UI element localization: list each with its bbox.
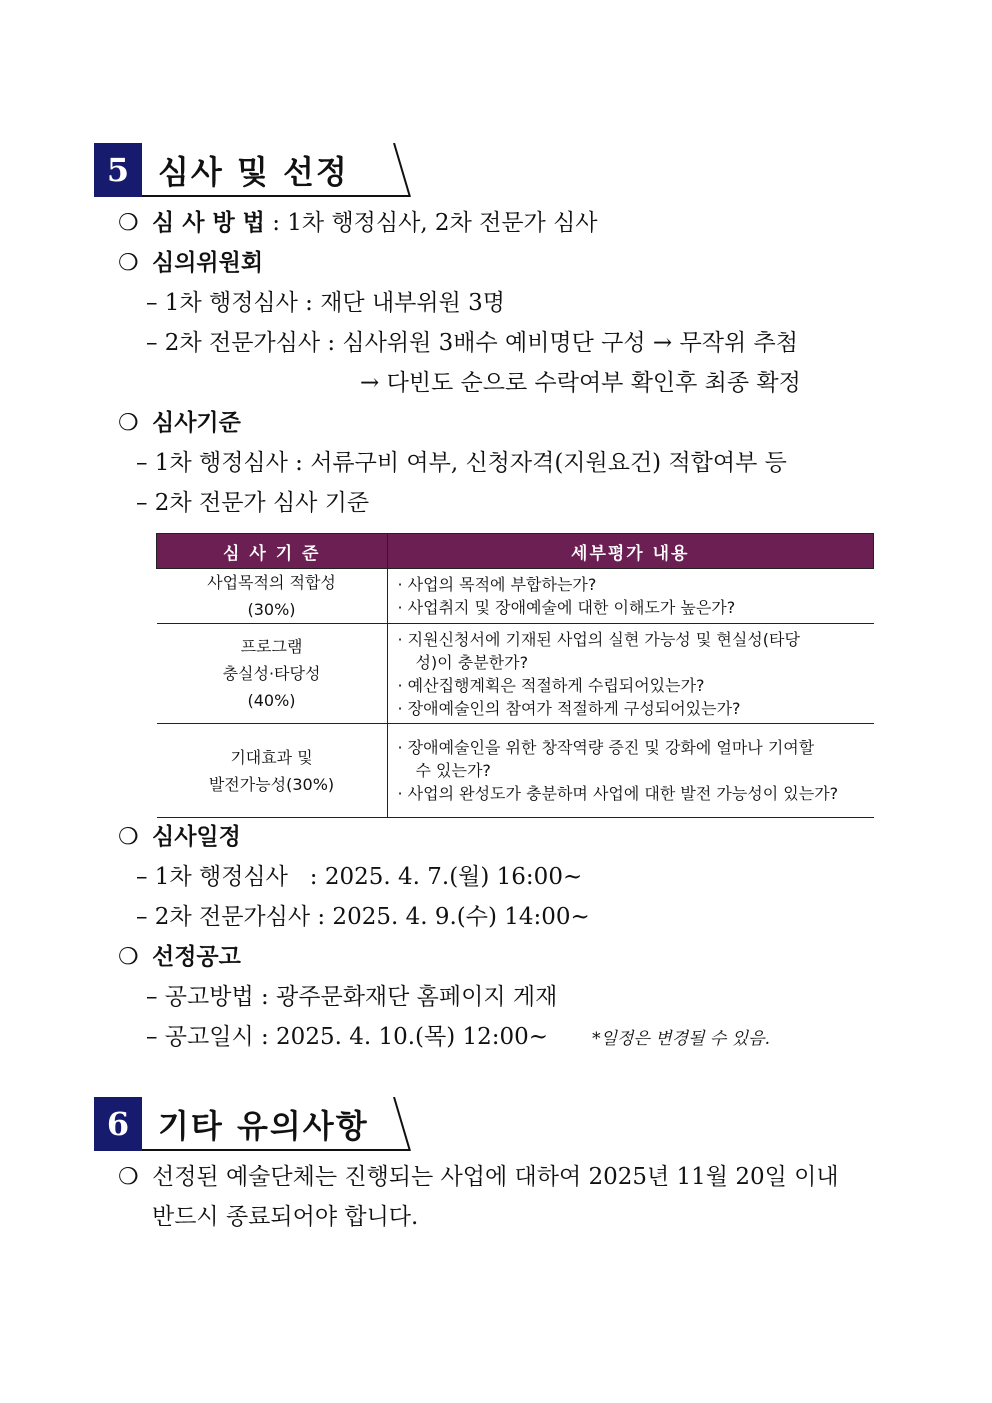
committee-line-1: – 1차 행정심사 : 재단 내부위원 3명 bbox=[146, 290, 505, 316]
section-slash-decoration bbox=[392, 143, 412, 197]
announce-heading bbox=[118, 942, 241, 972]
section-number: 6 bbox=[94, 1097, 142, 1151]
criterion-text: 사업목적의 적합성 bbox=[207, 573, 336, 592]
criterion-cell bbox=[157, 624, 388, 724]
schedule-change-note: *일정은 변경될 수 있음. bbox=[592, 1029, 770, 1049]
section-underline bbox=[142, 195, 410, 197]
section-5-header bbox=[94, 143, 414, 197]
criteria-line-1: – 1차 행정심사 : 서류구비 여부, 신청자격(지원요건) 적합여부 등 bbox=[136, 450, 787, 476]
section-slash-decoration bbox=[392, 1097, 412, 1151]
criterion-cell bbox=[157, 724, 388, 818]
schedule-line-2: – 2차 전문가심사 : 2025. 4. 9.(수) 14:00~ bbox=[136, 904, 590, 930]
detail-item: · 지원신청서에 기재된 사업의 실현 가능성 및 현실성(타당성)이 충분한가? bbox=[397, 629, 800, 672]
committee-line-2: – 2차 전문가심사 : 심사위원 3배수 예비명단 구성 → 무작위 추첨 bbox=[146, 330, 798, 356]
announce-datetime: – 공고일시 : 2025. 4. 10.(목) 12:00~ bbox=[146, 1024, 549, 1050]
section-title: 기타 유의사항 bbox=[158, 1107, 369, 1145]
announce-line-1: – 공고방법 : 광주문화재단 홈페이지 게재 bbox=[146, 984, 558, 1010]
detail-item: · 예산집행계획은 적절하게 수립되어있는가? bbox=[397, 675, 705, 695]
criteria-line-2: – 2차 전문가 심사 기준 bbox=[136, 490, 370, 516]
schedule-heading bbox=[118, 822, 241, 852]
section-title: 심사 및 선정 bbox=[158, 153, 349, 191]
bullet-icon: ❍ bbox=[118, 1164, 139, 1190]
bullet-icon: ❍ bbox=[118, 410, 139, 436]
criteria-table bbox=[156, 533, 874, 818]
details-cell bbox=[387, 569, 874, 624]
detail-item: · 장애예술인의 참여가 적절하게 구성되어있는가? bbox=[397, 698, 741, 718]
method-label: 심 사 방 법 bbox=[152, 210, 265, 236]
criterion-text: 프로그램 bbox=[240, 637, 303, 656]
criterion-cell bbox=[157, 569, 388, 624]
announce-label: 선정공고 bbox=[152, 944, 241, 970]
table-row bbox=[157, 724, 874, 818]
section-6-header bbox=[94, 1097, 414, 1151]
table-row bbox=[157, 569, 874, 624]
criteria-heading bbox=[118, 408, 241, 438]
table-row bbox=[157, 624, 874, 724]
notice-line-2: 반드시 종료되어야 합니다. bbox=[152, 1204, 419, 1230]
detail-item: · 사업의 목적에 부합하는가? bbox=[397, 575, 597, 594]
table-header-details: 세부평가 내용 bbox=[387, 534, 874, 569]
notice-line-1 bbox=[118, 1162, 839, 1192]
table-header-criterion: 심 사 기 준 bbox=[157, 534, 388, 569]
section-number: 5 bbox=[94, 143, 142, 197]
criterion-text: 충실성·타당성 bbox=[222, 664, 321, 683]
detail-item: · 사업의 완성도가 충분하며 사업에 대한 발전 가능성이 있는가? bbox=[397, 784, 839, 803]
details-cell bbox=[387, 724, 874, 818]
table-header-row bbox=[157, 534, 874, 569]
section-underline bbox=[142, 1149, 410, 1151]
method-value: : 1차 행정심사, 2차 전문가 심사 bbox=[272, 210, 598, 236]
details-cell bbox=[387, 624, 874, 724]
bullet-icon: ❍ bbox=[118, 944, 139, 970]
bullet-icon: ❍ bbox=[118, 210, 139, 236]
detail-item: · 장애예술인을 위한 창작역량 증진 및 강화에 얼마나 기여할 수 있는가? bbox=[397, 738, 815, 780]
bullet-icon: ❍ bbox=[118, 250, 139, 276]
criterion-text: 기대효과 및 bbox=[230, 747, 313, 767]
schedule-label: 심사일정 bbox=[152, 824, 241, 850]
committee-heading bbox=[118, 248, 263, 278]
method-line bbox=[118, 208, 598, 238]
committee-line-3: → 다빈도 순으로 수락여부 확인후 최종 확정 bbox=[360, 370, 801, 396]
bullet-icon: ❍ bbox=[118, 824, 139, 850]
announce-line-2 bbox=[146, 1022, 770, 1054]
criterion-weight: 발전가능성(30%) bbox=[208, 774, 335, 794]
committee-label: 심의위원회 bbox=[152, 250, 264, 276]
notice-text: 선정된 예술단체는 진행되는 사업에 대하여 2025년 11월 20일 이내 bbox=[152, 1164, 839, 1190]
criterion-weight: (30%) bbox=[247, 600, 296, 619]
criterion-weight: (40%) bbox=[247, 691, 296, 710]
criteria-label: 심사기준 bbox=[152, 410, 241, 436]
detail-item: · 사업취지 및 장애예술에 대한 이해도가 높은가? bbox=[397, 598, 736, 617]
schedule-line-1: – 1차 행정심사 : 2025. 4. 7.(월) 16:00~ bbox=[136, 864, 583, 890]
